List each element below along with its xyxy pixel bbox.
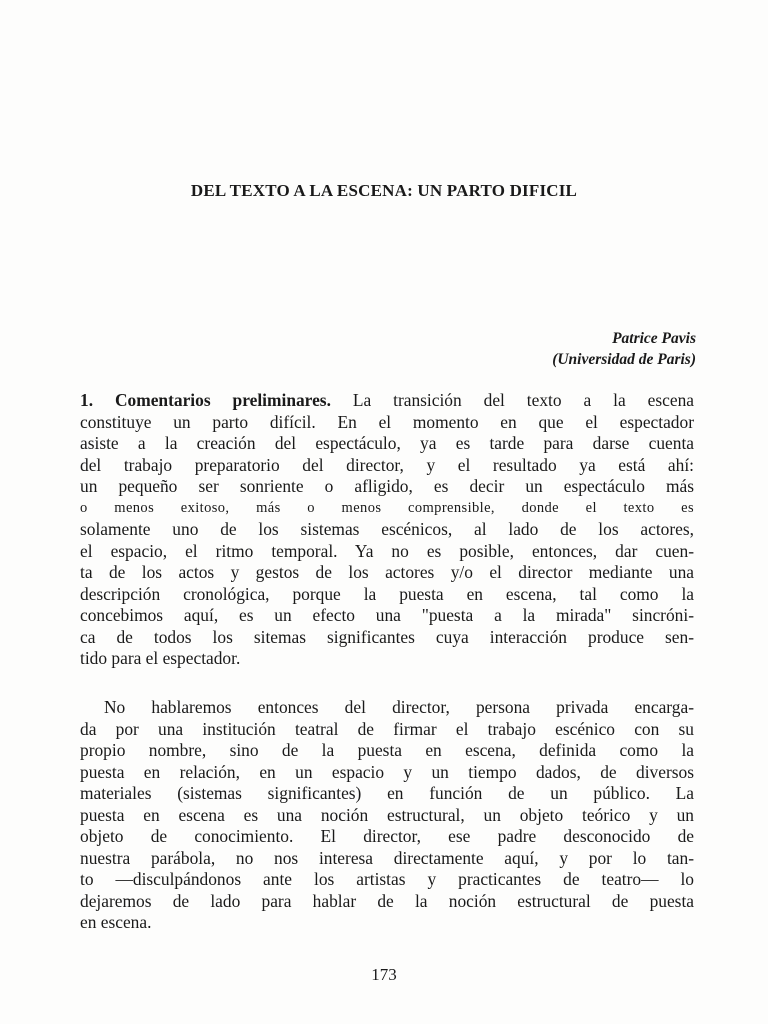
paragraph-line: materiales (sistemas significantes) en función de un público. La: [80, 783, 694, 803]
paragraph-line: el espacio, el ritmo temporal. Ya no es posible, entonces, dar cuen-: [80, 540, 694, 561]
paragraph-2: [80, 697, 694, 934]
author-affiliation: (Universidad de Paris): [552, 351, 696, 368]
paragraph-line: No hablaremos entonces del director, persona privada encarga-: [104, 697, 694, 717]
paragraph-line: tido para el espectador.: [80, 648, 241, 668]
paragraph-line: asiste a la creación del espectáculo, ya es tarde para darse cuenta: [80, 433, 694, 453]
paragraph-line: puesta en relación, en un espacio y un tiempo dados, de diversos: [80, 761, 694, 782]
paragraph-line: descripción cronológica, porque la puesta en escena, tal como la: [80, 583, 694, 604]
section-heading: 1. Comentarios preliminares.: [80, 390, 331, 410]
paragraph-line: nuestra parábola, no nos interesa directamente aquí, y por lo tan-: [80, 847, 694, 868]
paragraph-line: o menos exitoso, más o menos comprensible, donde el texto es: [80, 499, 694, 516]
paragraph-line: solamente uno de los sistemas escénicos, al lado de los actores,: [80, 519, 694, 539]
paragraph-line: dejaremos de lado para hablar de la noción estructural de puesta: [80, 890, 694, 911]
author-name: Patrice Pavis: [612, 330, 696, 347]
paragraph-line: puesta en escena es una noción estructural, un objeto teórico y un: [80, 804, 694, 825]
page-number: 173: [371, 965, 397, 984]
author-block: [552, 328, 696, 370]
paragraph-line: to —disculpándonos ante los artistas y practicantes de teatro— lo: [80, 869, 694, 889]
paragraph-line: en escena.: [80, 912, 152, 932]
paragraph-line: concebimos aquí, es un efecto una "puesta a la mirada" sincróni-: [80, 605, 694, 625]
paragraph-line: ta de los actos y gestos de los actores y/o el director mediante una: [80, 562, 694, 582]
paragraph-line: ca de todos los sitemas significantes cuya interacción produce sen-: [80, 626, 694, 647]
paragraph-line: constituye un parto difícil. En el momento en que el espectador: [80, 411, 694, 432]
paragraph-line: un pequeño ser sonriente o afligido, es decir un espectáculo más: [80, 476, 694, 496]
paragraph-line: da por una institución teatral de firmar el trabajo escénico con su: [80, 718, 694, 739]
paragraph-line: propio nombre, sino de la puesta en escena, definida como la: [80, 740, 694, 760]
paragraph-1: [80, 390, 694, 670]
paragraph-line: objeto de conocimiento. El director, ese padre desconocido de: [80, 826, 694, 846]
paragraph-line: del trabajo preparatorio del director, y el resultado ya está ahí:: [80, 454, 694, 475]
paragraph-line: 1. Comentarios preliminares. La transición del texto a la escena: [80, 390, 694, 410]
article-title: DEL TEXTO A LA ESCENA: UN PARTO DIFICIL: [190, 181, 578, 200]
